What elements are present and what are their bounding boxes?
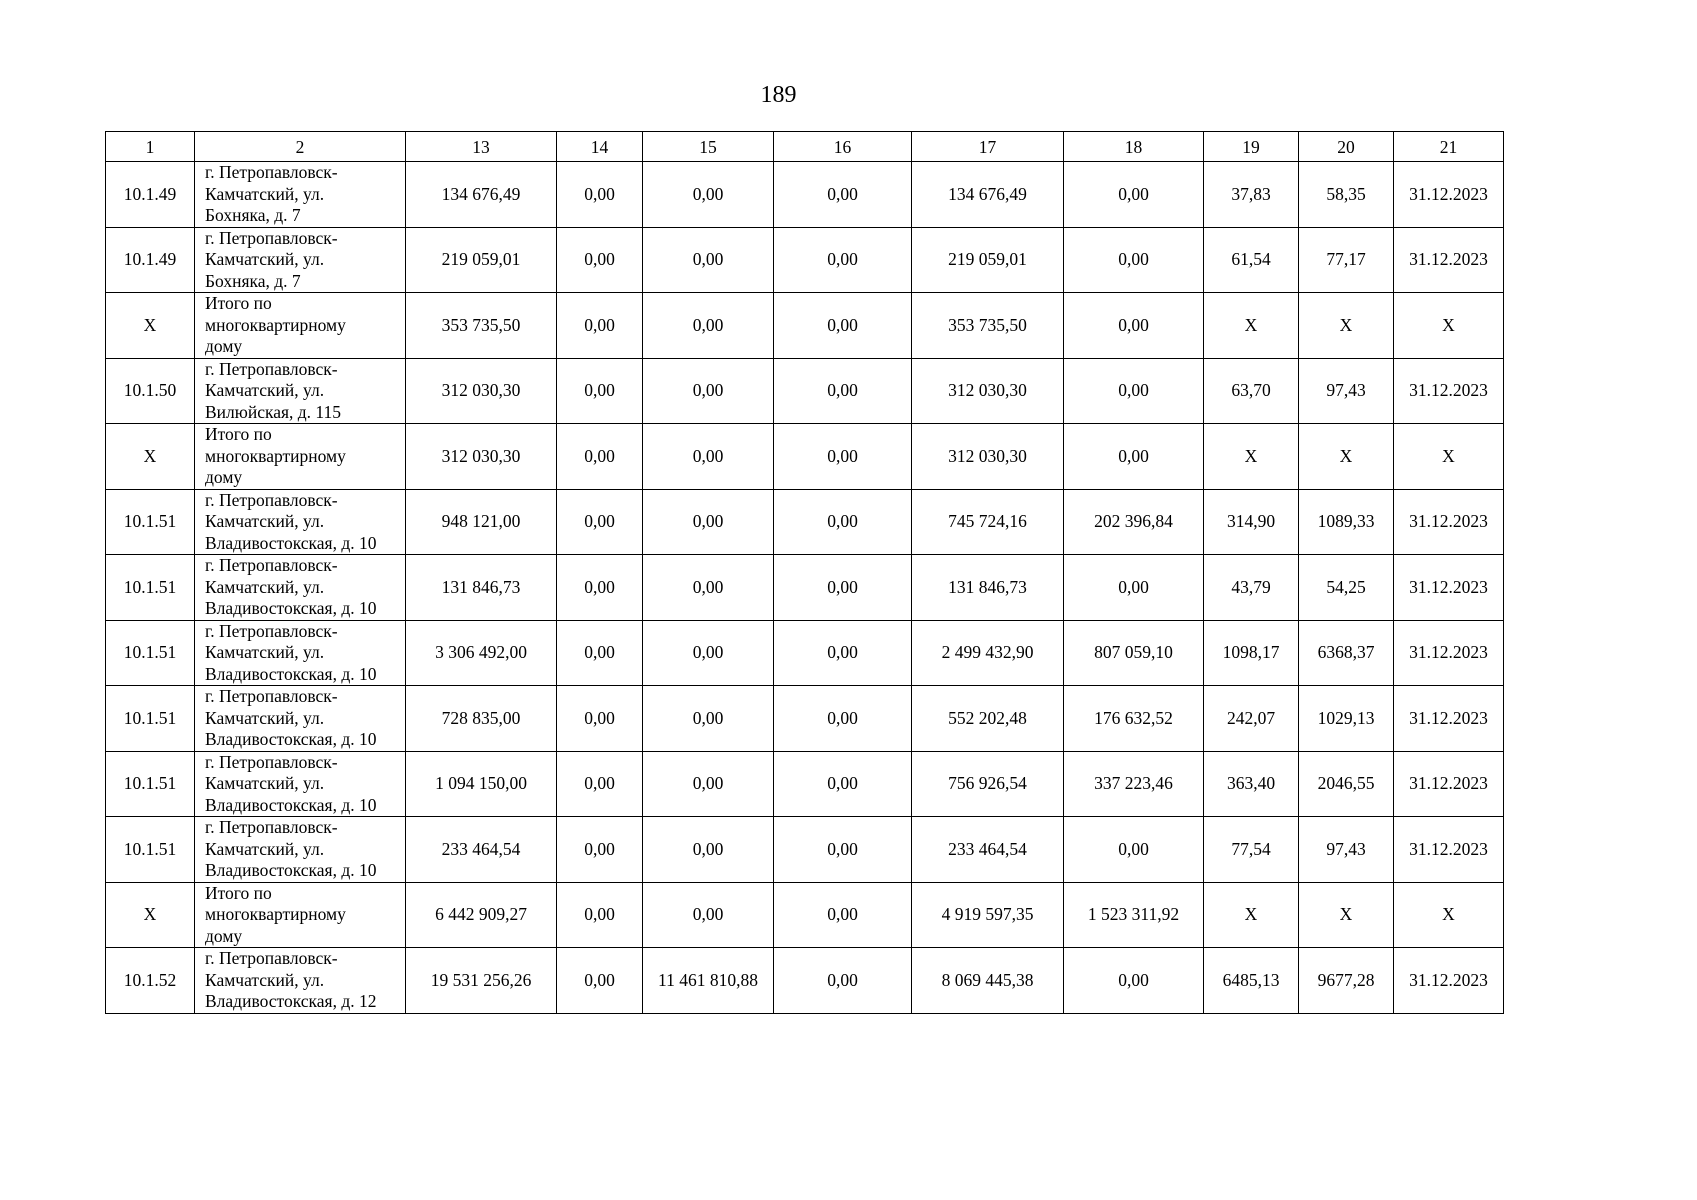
value-cell-21: Х — [1394, 293, 1504, 359]
value-cell-14: 0,00 — [557, 424, 643, 490]
value-cell-18: 0,00 — [1064, 424, 1204, 490]
address-cell — [195, 751, 406, 817]
address-line: г. Петропавловск- — [205, 162, 338, 182]
value-cell-19: Х — [1204, 882, 1299, 948]
address-line: г. Петропавловск- — [205, 686, 338, 706]
value-cell-15: 0,00 — [643, 555, 774, 621]
address-line: Владивостокская, д. 12 — [205, 991, 377, 1011]
value-cell-21: 31.12.2023 — [1394, 227, 1504, 293]
address-line: г. Петропавловск- — [205, 817, 338, 837]
value-cell-17: 745 724,16 — [912, 489, 1064, 555]
value-cell-13: 219 059,01 — [406, 227, 557, 293]
address-line: дому — [205, 336, 243, 356]
data-table — [105, 131, 1504, 1014]
value-cell-14: 0,00 — [557, 162, 643, 228]
value-cell-16: 0,00 — [774, 424, 912, 490]
value-cell-18: 0,00 — [1064, 293, 1204, 359]
value-cell-16: 0,00 — [774, 227, 912, 293]
address-line: г. Петропавловск- — [205, 948, 338, 968]
row-number-cell: 10.1.49 — [106, 162, 195, 228]
column-header: 15 — [643, 132, 774, 162]
value-cell-16: 0,00 — [774, 817, 912, 883]
value-cell-19: 1098,17 — [1204, 620, 1299, 686]
value-cell-13: 6 442 909,27 — [406, 882, 557, 948]
value-cell-16: 0,00 — [774, 293, 912, 359]
table-row — [106, 686, 1504, 752]
value-cell-21: 31.12.2023 — [1394, 817, 1504, 883]
row-number-cell: 10.1.51 — [106, 751, 195, 817]
value-cell-13: 353 735,50 — [406, 293, 557, 359]
row-number-cell: 10.1.50 — [106, 358, 195, 424]
value-cell-14: 0,00 — [557, 293, 643, 359]
address-cell — [195, 293, 406, 359]
column-header: 18 — [1064, 132, 1204, 162]
column-header: 1 — [106, 132, 195, 162]
value-cell-14: 0,00 — [557, 751, 643, 817]
value-cell-20: 77,17 — [1299, 227, 1394, 293]
column-header-row — [106, 132, 1504, 162]
table-row — [106, 948, 1504, 1014]
value-cell-20: 1029,13 — [1299, 686, 1394, 752]
value-cell-13: 728 835,00 — [406, 686, 557, 752]
value-cell-18: 0,00 — [1064, 555, 1204, 621]
address-cell — [195, 686, 406, 752]
value-cell-21: 31.12.2023 — [1394, 489, 1504, 555]
address-line: Камчатский, ул. — [205, 183, 325, 204]
value-cell-20: 9677,28 — [1299, 948, 1394, 1014]
value-cell-15: 0,00 — [643, 751, 774, 817]
value-cell-16: 0,00 — [774, 555, 912, 621]
table-row — [106, 882, 1504, 948]
value-cell-14: 0,00 — [557, 882, 643, 948]
address-line: г. Петропавловск- — [205, 620, 338, 641]
value-cell-18: 0,00 — [1064, 162, 1204, 228]
value-cell-17: 756 926,54 — [912, 751, 1064, 817]
address-line: Камчатский, ул. — [205, 838, 325, 859]
value-cell-21: 31.12.2023 — [1394, 751, 1504, 817]
value-cell-21: 31.12.2023 — [1394, 358, 1504, 424]
table-row — [106, 227, 1504, 293]
value-cell-17: 4 919 597,35 — [912, 882, 1064, 948]
address-line: Вилюйская, д. 115 — [205, 401, 342, 422]
table-row — [106, 358, 1504, 424]
value-cell-18: 337 223,46 — [1064, 751, 1204, 817]
column-header: 13 — [406, 132, 557, 162]
address-line: г. Петропавловск- — [205, 489, 338, 510]
value-cell-19: 37,83 — [1204, 162, 1299, 228]
value-cell-21: 31.12.2023 — [1394, 948, 1504, 1014]
value-cell-17: 312 030,30 — [912, 424, 1064, 490]
address-line: Владивостокская, д. 10 — [205, 860, 377, 880]
address-line: Камчатский, ул. — [205, 380, 325, 400]
value-cell-20: 97,43 — [1299, 817, 1394, 883]
value-cell-14: 0,00 — [557, 358, 643, 424]
value-cell-20: Х — [1299, 882, 1394, 948]
value-cell-18: 0,00 — [1064, 948, 1204, 1014]
value-cell-21: 31.12.2023 — [1394, 686, 1504, 752]
value-cell-16: 0,00 — [774, 751, 912, 817]
value-cell-20: 6368,37 — [1299, 620, 1394, 686]
address-line: Владивостокская, д. 10 — [205, 663, 377, 684]
row-number-cell: Х — [106, 424, 195, 490]
value-cell-13: 233 464,54 — [406, 817, 557, 883]
value-cell-21: Х — [1394, 882, 1504, 948]
value-cell-21: 31.12.2023 — [1394, 555, 1504, 621]
value-cell-16: 0,00 — [774, 358, 912, 424]
address-cell — [195, 817, 406, 883]
value-cell-13: 131 846,73 — [406, 555, 557, 621]
address-line: Владивостокская, д. 10 — [205, 598, 377, 618]
value-cell-19: 77,54 — [1204, 817, 1299, 883]
address-line: Камчатский, ул. — [205, 576, 325, 597]
value-cell-15: 0,00 — [643, 489, 774, 555]
row-number-cell: 10.1.51 — [106, 489, 195, 555]
table-row — [106, 424, 1504, 490]
row-number-cell: 10.1.51 — [106, 555, 195, 621]
address-cell — [195, 555, 406, 621]
address-line: Итого по — [205, 293, 272, 313]
value-cell-17: 2 499 432,90 — [912, 620, 1064, 686]
address-line: г. Петропавловск- — [205, 751, 338, 772]
value-cell-19: 6485,13 — [1204, 948, 1299, 1014]
value-cell-20: 2046,55 — [1299, 751, 1394, 817]
value-cell-14: 0,00 — [557, 227, 643, 293]
value-cell-13: 948 121,00 — [406, 489, 557, 555]
address-cell — [195, 948, 406, 1014]
address-cell — [195, 424, 406, 490]
value-cell-15: 0,00 — [643, 686, 774, 752]
value-cell-14: 0,00 — [557, 620, 643, 686]
value-cell-19: 63,70 — [1204, 358, 1299, 424]
address-line: Камчатский, ул. — [205, 969, 325, 990]
address-cell — [195, 162, 406, 228]
value-cell-15: 0,00 — [643, 882, 774, 948]
address-line: Камчатский, ул. — [205, 511, 325, 531]
address-line: многоквартирному — [205, 314, 346, 335]
address-line: Владивостокская, д. 10 — [205, 794, 377, 815]
page-number: 189 — [760, 82, 797, 108]
address-line: Бохняка, д. 7 — [205, 270, 301, 291]
address-cell — [195, 489, 406, 555]
value-cell-17: 134 676,49 — [912, 162, 1064, 228]
value-cell-18: 807 059,10 — [1064, 620, 1204, 686]
value-cell-13: 3 306 492,00 — [406, 620, 557, 686]
column-header: 2 — [195, 132, 406, 162]
value-cell-17: 131 846,73 — [912, 555, 1064, 621]
column-header: 19 — [1204, 132, 1299, 162]
value-cell-20: Х — [1299, 293, 1394, 359]
value-cell-13: 312 030,30 — [406, 358, 557, 424]
address-cell — [195, 227, 406, 293]
value-cell-19: 242,07 — [1204, 686, 1299, 752]
value-cell-19: Х — [1204, 424, 1299, 490]
row-number-cell: 10.1.51 — [106, 620, 195, 686]
address-line: г. Петропавловск- — [205, 358, 338, 379]
value-cell-18: 0,00 — [1064, 227, 1204, 293]
value-cell-17: 233 464,54 — [912, 817, 1064, 883]
address-line: дому — [205, 925, 243, 946]
value-cell-13: 312 030,30 — [406, 424, 557, 490]
address-cell — [195, 882, 406, 948]
address-line: Владивостокская, д. 10 — [205, 729, 377, 749]
value-cell-18: 202 396,84 — [1064, 489, 1204, 555]
row-number-cell: 10.1.51 — [106, 817, 195, 883]
address-line: дому — [205, 467, 243, 487]
address-line: Итого по — [205, 424, 272, 444]
value-cell-15: 0,00 — [643, 293, 774, 359]
value-cell-19: 61,54 — [1204, 227, 1299, 293]
value-cell-17: 219 059,01 — [912, 227, 1064, 293]
column-header: 14 — [557, 132, 643, 162]
value-cell-21: 31.12.2023 — [1394, 162, 1504, 228]
row-number-cell: Х — [106, 882, 195, 948]
value-cell-14: 0,00 — [557, 686, 643, 752]
address-line: Камчатский, ул. — [205, 642, 325, 662]
value-cell-20: 58,35 — [1299, 162, 1394, 228]
address-line: Итого по — [205, 882, 272, 903]
value-cell-15: 11 461 810,88 — [643, 948, 774, 1014]
value-cell-17: 312 030,30 — [912, 358, 1064, 424]
value-cell-17: 8 069 445,38 — [912, 948, 1064, 1014]
value-cell-16: 0,00 — [774, 882, 912, 948]
value-cell-15: 0,00 — [643, 424, 774, 490]
value-cell-20: 1089,33 — [1299, 489, 1394, 555]
address-cell — [195, 620, 406, 686]
table-row — [106, 751, 1504, 817]
address-line: многоквартирному — [205, 445, 346, 466]
value-cell-14: 0,00 — [557, 555, 643, 621]
value-cell-13: 134 676,49 — [406, 162, 557, 228]
value-cell-19: 363,40 — [1204, 751, 1299, 817]
value-cell-15: 0,00 — [643, 620, 774, 686]
table-row — [106, 817, 1504, 883]
value-cell-19: 43,79 — [1204, 555, 1299, 621]
value-cell-14: 0,00 — [557, 948, 643, 1014]
address-line: Камчатский, ул. — [205, 707, 325, 728]
value-cell-21: 31.12.2023 — [1394, 620, 1504, 686]
value-cell-18: 1 523 311,92 — [1064, 882, 1204, 948]
value-cell-14: 0,00 — [557, 489, 643, 555]
row-number-cell: 10.1.52 — [106, 948, 195, 1014]
address-line: Владивостокская, д. 10 — [205, 532, 377, 553]
value-cell-16: 0,00 — [774, 489, 912, 555]
row-number-cell: 10.1.49 — [106, 227, 195, 293]
value-cell-18: 176 632,52 — [1064, 686, 1204, 752]
value-cell-20: 97,43 — [1299, 358, 1394, 424]
value-cell-13: 1 094 150,00 — [406, 751, 557, 817]
value-cell-18: 0,00 — [1064, 817, 1204, 883]
value-cell-16: 0,00 — [774, 948, 912, 1014]
column-header: 16 — [774, 132, 912, 162]
address-line: Камчатский, ул. — [205, 249, 325, 269]
address-line: Камчатский, ул. — [205, 773, 325, 793]
value-cell-14: 0,00 — [557, 817, 643, 883]
column-header: 21 — [1394, 132, 1504, 162]
value-cell-19: Х — [1204, 293, 1299, 359]
value-cell-15: 0,00 — [643, 162, 774, 228]
address-line: г. Петропавловск- — [205, 227, 338, 248]
value-cell-17: 552 202,48 — [912, 686, 1064, 752]
value-cell-17: 353 735,50 — [912, 293, 1064, 359]
value-cell-16: 0,00 — [774, 162, 912, 228]
address-line: Бохняка, д. 7 — [205, 205, 301, 225]
column-header: 17 — [912, 132, 1064, 162]
value-cell-18: 0,00 — [1064, 358, 1204, 424]
value-cell-19: 314,90 — [1204, 489, 1299, 555]
value-cell-16: 0,00 — [774, 686, 912, 752]
table-row — [106, 489, 1504, 555]
table-row — [106, 555, 1504, 621]
address-line: многоквартирному — [205, 904, 346, 924]
value-cell-20: 54,25 — [1299, 555, 1394, 621]
value-cell-13: 19 531 256,26 — [406, 948, 557, 1014]
value-cell-21: Х — [1394, 424, 1504, 490]
table-row — [106, 162, 1504, 228]
value-cell-15: 0,00 — [643, 358, 774, 424]
address-cell — [195, 358, 406, 424]
row-number-cell: Х — [106, 293, 195, 359]
row-number-cell: 10.1.51 — [106, 686, 195, 752]
value-cell-15: 0,00 — [643, 227, 774, 293]
value-cell-16: 0,00 — [774, 620, 912, 686]
value-cell-15: 0,00 — [643, 817, 774, 883]
address-line: г. Петропавловск- — [205, 555, 338, 575]
column-header: 20 — [1299, 132, 1394, 162]
table-row — [106, 293, 1504, 359]
table-row — [106, 620, 1504, 686]
value-cell-20: Х — [1299, 424, 1394, 490]
